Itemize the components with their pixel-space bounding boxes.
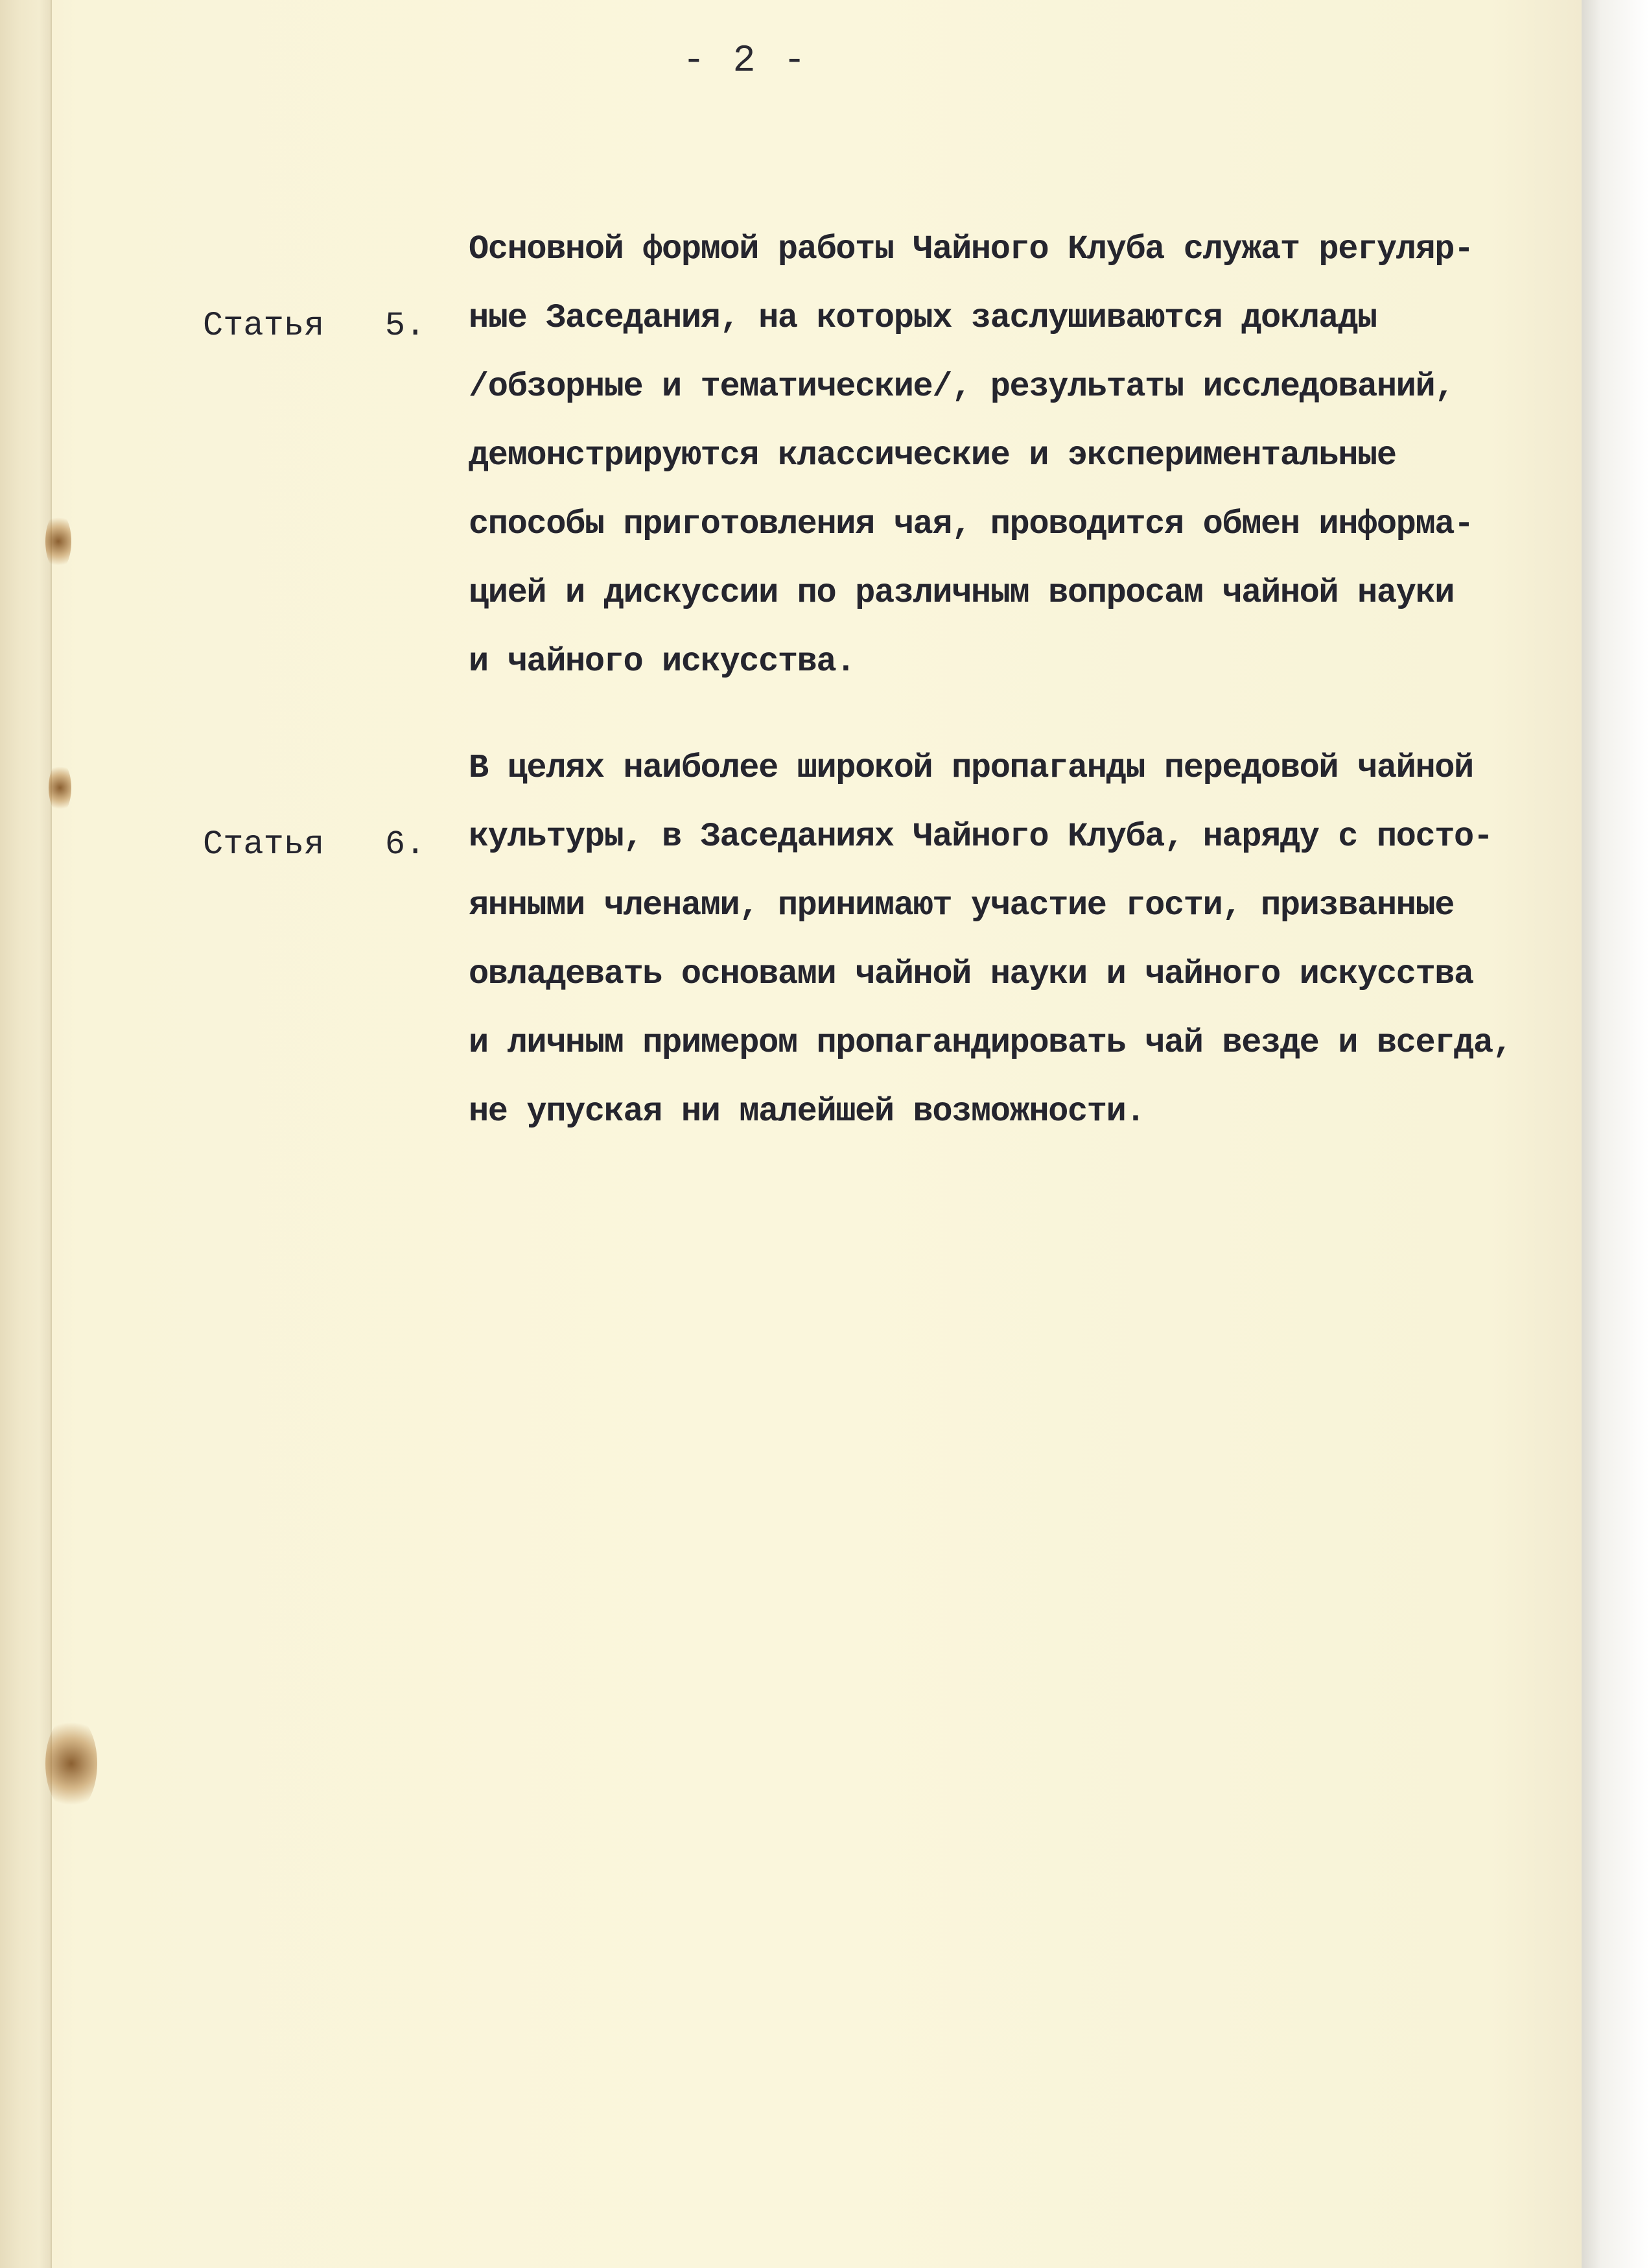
text-line: цией и дискуссии по различным вопросам чайной науки [469,574,1455,612]
article-number: 6. [384,825,426,864]
text-line: демонстрируются классические и экспериментальные [469,436,1396,475]
text-line: янными членами, принимают участие гости, призванные [469,886,1455,925]
article-label [203,215,436,437]
text-line: В целях наиболее широкой пропаганды передовой чайной [469,749,1473,787]
rust-stain [49,762,71,814]
rust-stain [45,512,71,571]
article-text [469,215,1571,696]
article-label-word: Статья [203,307,325,345]
text-line: культуры, в Заседаниях Чайного Клуба, наряду с посто- [469,818,1493,856]
article-label [203,734,436,956]
page-number: - 2 - [682,40,809,82]
text-line: и личным примером пропагандировать чай везде и всегда, [469,1024,1512,1062]
text-line: овладевать основами чайной науки и чайного искусства [469,955,1473,993]
scan-background [1582,0,1649,2268]
text-line: ные Заседания, на которых заслушиваются доклады [469,299,1377,337]
text-line: способы приготовления чая, проводится обмен информа- [469,505,1473,543]
article-label-word: Статья [203,825,325,864]
text-line: не упуская ни малейшей возможности. [469,1093,1145,1131]
text-line: и чайного искусства. [469,643,856,681]
rust-stain [45,1715,97,1812]
text-line: /обзорные и тематические/, результаты исследований, [469,368,1455,406]
article-text [469,734,1571,1146]
article-number: 5. [384,307,426,345]
text-line: Основной формой работы Чайного Клуба служат регуляр- [469,230,1473,268]
binding-strip [0,0,52,2268]
